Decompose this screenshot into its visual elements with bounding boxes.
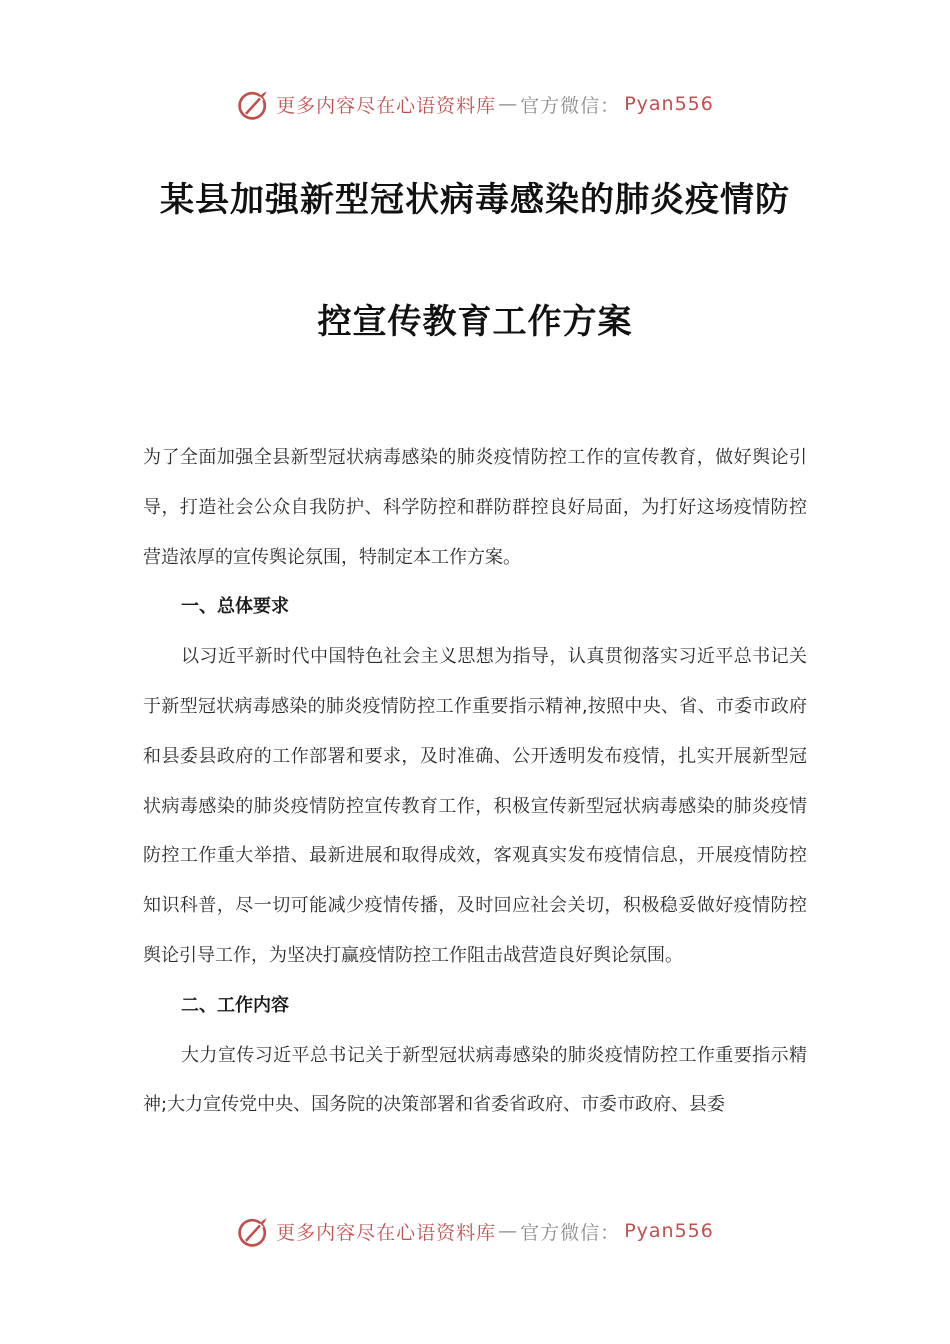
- section-paragraph-2: 大力宣传习近平总书记关于新型冠状病毒感染的肺炎疫情防控工作重要指示精神;大力宣传党中央、国务院的决策部署和省委省政府、市委市政府、县委: [143, 1044, 807, 1116]
- document-title-line-2: 控宣传教育工作方案: [317, 302, 633, 342]
- section-paragraph-1: 以习近平新时代中国特色社会主义思想为指导，认真贯彻落实习近平总书记关于新型冠状病毒感染的肺炎疫情防控工作重要指示精神,按照中央、省、市委市政府和县委县政府的工作部署和要求，及时准确、公开透明发布疫情，扎实开展新型冠状病毒感染的肺炎疫情防控宣传教育工作，积极宣传新型冠状病毒感染的肺炎疫情防控工作重大举措、最新进展和取得成效，客观真实发布疫情信息，开展疫情防控知识科普，尽一切可能减少疫情传播，及时回应社会关切，积极稳妥做好疫情防控舆论引导工作，为坚决打赢疫情防控工作阻击战营造良好舆论氛围。: [143, 646, 807, 966]
- banner-contact-id: Pyan556: [624, 1220, 714, 1242]
- quill-pen-logo-icon: [236, 86, 272, 122]
- header-banner: [0, 84, 950, 124]
- section-heading-1: 一、总体要求: [181, 596, 289, 618]
- banner-contact-id: Pyan556: [624, 93, 714, 115]
- banner-contact-label: 官方微信：: [520, 1221, 621, 1244]
- banner-brand-text: 更多内容尽在心语资料库: [276, 94, 497, 117]
- banner-contact-label: 官方微信：: [520, 94, 621, 117]
- document-title-line-1: 某县加强新型冠状病毒感染的肺炎疫情防: [160, 180, 790, 220]
- banner-separator: —: [498, 93, 519, 115]
- quill-pen-logo-icon: [236, 1213, 272, 1249]
- document-body: [143, 433, 807, 1130]
- banner-separator: —: [498, 1220, 519, 1242]
- footer-banner: [0, 1211, 950, 1251]
- intro-paragraph: 为了全面加强全县新型冠状病毒感染的肺炎疫情防控工作的宣传教育，做好舆论引导，打造社会公众自我防护、科学防控和群防群控良好局面，为打好这场疫情防控营造浓厚的宣传舆论氛围，特制定本工作方案。: [143, 447, 807, 568]
- banner-brand-text: 更多内容尽在心语资料库: [276, 1221, 497, 1244]
- section-heading-2: 二、工作内容: [181, 994, 289, 1016]
